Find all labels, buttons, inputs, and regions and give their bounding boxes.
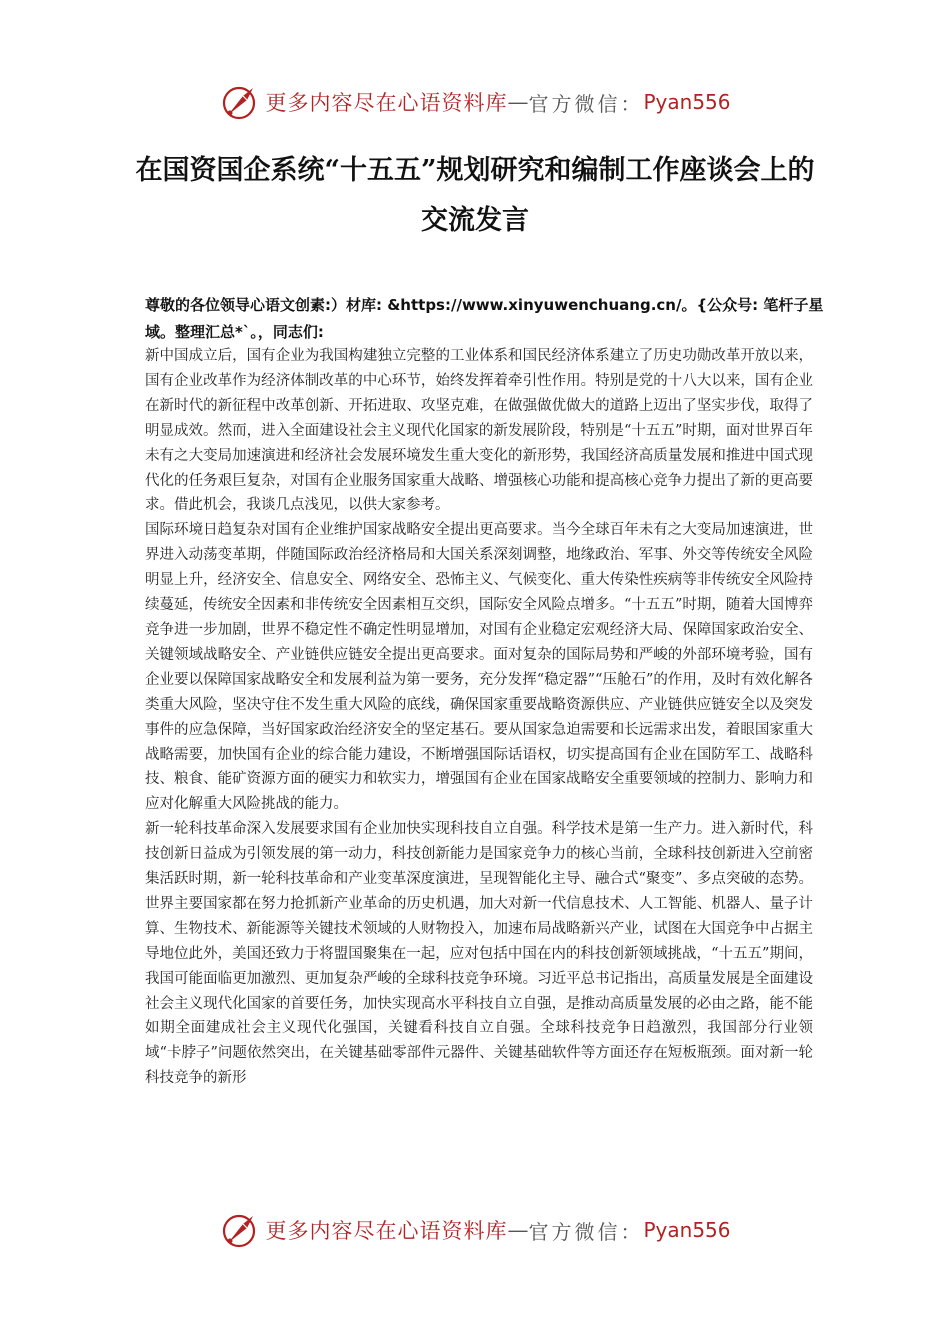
banner-separator: — <box>507 1218 529 1242</box>
quill-pen-logo-icon <box>219 1210 259 1250</box>
banner-wechat-label: 官方微信： <box>528 91 644 116</box>
paragraph: 新一轮科技革命深入发展要求国有企业加快实现科技自立自强。科学技术是第一生产力。进入新时代，科技创新日益成为引领发展的第一动力，科技创新能力是国家竞争力的核心当前，全球科技创新进入空前密集活跃时期，新一轮科技革命和产业变革深度演进，呈现智能化主导、融合式“聚变”、多点突破的态势。世界主要国家都在努力抢抓新产业革命的历史机遇，加大对新一代信息技术、人工智能、机器人、量子计算、生物技术、新能源等关键技术领域的人财物投入，加速布局战略新兴产业，试图在大国竞争中占据主导地位此外，美国还致力于将盟国聚集在一起，应对包括中国在内的科技创新领域挑战，“十五五”期间，我国可能面临更加激烈、更加复杂严峻的全球科技竞争环境。习近平总书记指出，高质量发展是全面建设社会主义现代化国家的首要任务，加快实现高水平科技自立自强，是推动高质量发展的必由之路，能不能如期全面建成社会主义现代化强国，关键看科技自立自强。全球科技竞争日趋激烈，我国部分行业领域“卡脖子”问题依然突出，在关键基础零部件元器件、关键基础软件等方面还存在短板瓶颈。面对新一轮科技竞争的新形 <box>145 821 813 1087</box>
banner-text: 更多内容尽在心语资料库 <box>265 1219 508 1243</box>
banner-text: 更多内容尽在心语资料库 <box>265 91 508 115</box>
document-body <box>145 344 813 1091</box>
banner-separator: — <box>507 90 529 114</box>
footer-banner <box>0 1208 950 1252</box>
greeting-line: 尊敬的各位领导心语文创素:）材库: &https://www.xinyuwenchuang.cn/。{公众号: 笔杆子星域。整理汇总*`。，同志们: <box>145 296 824 341</box>
header-banner <box>0 80 950 124</box>
quill-pen-logo-icon <box>219 82 259 122</box>
banner-wechat-label: 官方微信： <box>528 1219 644 1244</box>
paragraph: 国际环境日趋复杂对国有企业维护国家战略安全提出更高要求。当今全球百年未有之大变局加速演进，世界进入动荡变革期，伴随国际政治经济格局和大国关系深刻调整，地缘政治、军事、外交等传统安全风险明显上升，经济安全、信息安全、网络安全、恐怖主义、气候变化、重大传染性疾病等非传统安全风险持续蔓延，传统安全因素和非传统安全因素相互交织，国际安全风险点增多。“十五五”时期，随着大国博弈竞争进一步加剧，世界不稳定性不确定性明显增加，对国有企业稳定宏观经济大局、保障国家政治安全、关键领域战略安全、产业链供应链安全提出更高要求。面对复杂的国际局势和严峻的外部环境考验，国有企业要以保障国家战略安全和发展利益为第一要务，充分发挥“稳定器”“压舱石”的作用，及时有效化解各类重大风险，坚决守住不发生重大风险的底线，确保国家重要战略资源供应、产业链供应链安全以及突发事件的应急保障，当好国家政治经济安全的坚定基石。要从国家急迫需要和长远需求出发，着眼国家重大战略需要，加快国有企业的综合能力建设，不断增强国际话语权，切实提高国有企业在国防军工、战略科技、粮食、能矿资源方面的硬实力和软实力，增强国有企业在国家战略安全重要领域的控制力、影响力和应对化解重大风险挑战的能力。 <box>145 522 813 813</box>
banner-wechat-id: Pyan556 <box>643 1218 731 1242</box>
paragraph: 新中国成立后，国有企业为我国构建独立完整的工业体系和国民经济体系建立了历史功勋改革开放以来，国有企业改革作为经济体制改革的中心环节，始终发挥着牵引性作用。特别是党的十八大以来，国有企业在新时代的新征程中改革创新、开拓进取、攻坚克难，在做强做优做大的道路上迈出了坚实步伐，取得了明显成效。然而，进入全面建设社会主义现代化国家的新发展阶段，特别是“十五五”时期，面对世界百年未有之大变局加速演进和经济社会发展环境发生重大变化的新形势，我国经济高质量发展和推进中国式现代化的任务艰巨复杂，对国有企业服务国家重大战略、增强核心功能和提高核心竞争力提出了新的更高要求。借此机会，我谈几点浅见，以供大家参考。 <box>145 348 813 514</box>
document-title: 在国资国企系统“十五五”规划研究和编制工作座谈会上的交流发言 <box>135 155 815 236</box>
banner-wechat-id: Pyan556 <box>643 90 731 114</box>
